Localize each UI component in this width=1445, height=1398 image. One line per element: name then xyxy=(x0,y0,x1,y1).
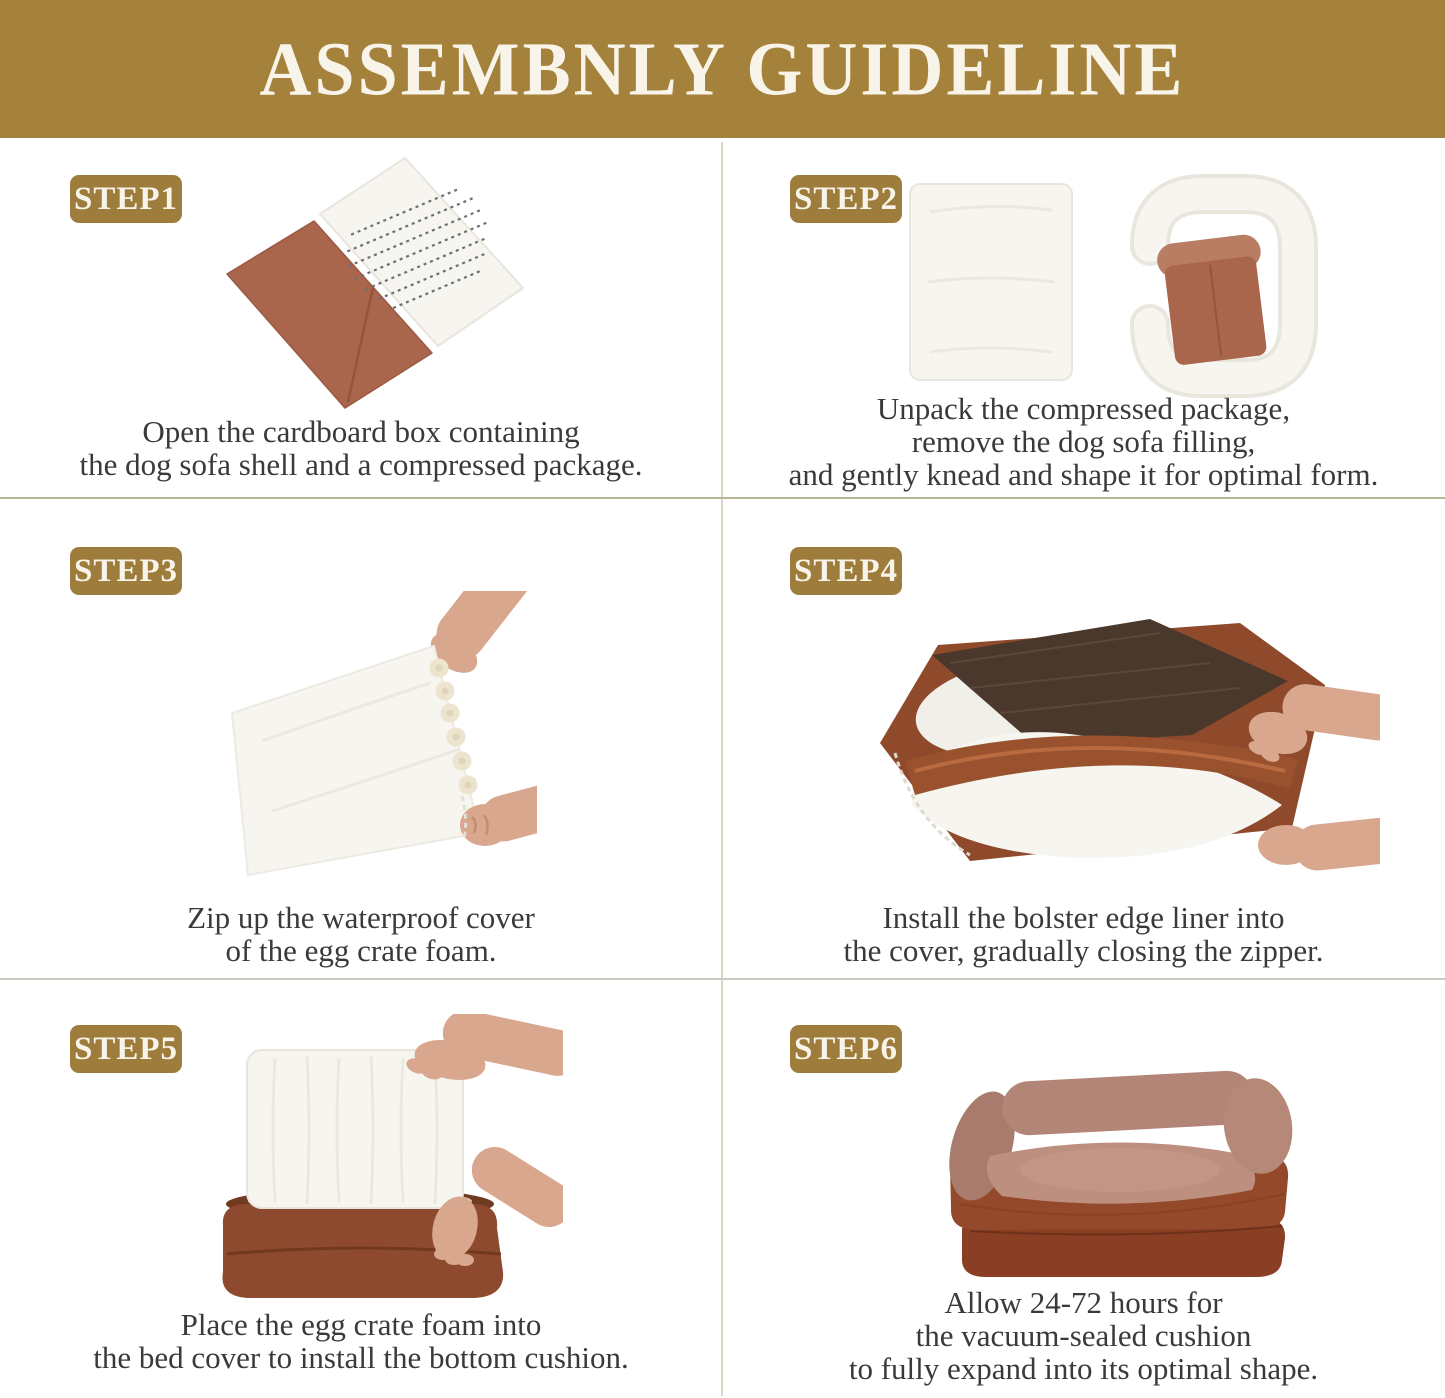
unpacked-filling-illustration xyxy=(900,172,1320,402)
step-2-panel xyxy=(722,138,1445,499)
caption-line: Allow 24-72 hours for xyxy=(944,1285,1223,1320)
caption-line: Place the egg crate foam into xyxy=(180,1307,542,1342)
step-6-illustration xyxy=(890,1018,1330,1283)
step-2-caption xyxy=(722,392,1445,491)
step-5-caption xyxy=(0,1308,722,1374)
step-5-panel xyxy=(0,980,722,1398)
step-1-caption xyxy=(0,415,722,481)
step-1-illustration xyxy=(205,146,535,423)
caption-line: of the egg crate foam. xyxy=(225,933,497,968)
caption-line: Unpack the compressed package, xyxy=(876,391,1291,426)
step-6-badge: STEP6 xyxy=(790,1025,902,1073)
step-1-panel xyxy=(0,138,722,499)
caption-line: remove the dog sofa filling, xyxy=(911,424,1256,459)
step-4-caption xyxy=(722,901,1445,967)
caption-line: the cover, gradually closing the zipper. xyxy=(843,933,1324,968)
caption-line: the dog sofa shell and a compressed package. xyxy=(79,447,643,482)
caption-line: the bed cover to install the bottom cushion. xyxy=(93,1340,629,1375)
step-1-badge: STEP1 xyxy=(70,175,182,223)
step-4-badge: STEP4 xyxy=(790,547,902,595)
step-3-illustration xyxy=(192,591,537,891)
step-3-panel xyxy=(0,499,722,980)
step-2-badge: STEP2 xyxy=(790,175,902,223)
steps-grid xyxy=(0,138,1445,1398)
step-2-illustration xyxy=(900,172,1320,407)
caption-line: to fully expand into its optimal shape. xyxy=(848,1351,1319,1386)
caption-line: Open the cardboard box containing xyxy=(142,414,580,449)
step-3-caption xyxy=(0,901,722,967)
step-6-panel xyxy=(722,980,1445,1398)
header-banner xyxy=(0,0,1445,138)
compressed-package-illustration xyxy=(205,146,535,418)
finished-dog-sofa-illustration xyxy=(890,1018,1330,1278)
step-4-illustration xyxy=(820,593,1380,898)
caption-line: the vacuum-sealed cushion xyxy=(915,1318,1252,1353)
step-4-panel xyxy=(722,499,1445,980)
install-bolster-liner-illustration xyxy=(820,593,1380,893)
step-5-illustration xyxy=(155,1014,563,1303)
caption-line: Install the bolster edge liner into xyxy=(882,900,1285,935)
place-egg-crate-foam-illustration xyxy=(155,1014,563,1298)
step-3-badge: STEP3 xyxy=(70,547,182,595)
zip-waterproof-cover-illustration xyxy=(192,591,537,886)
caption-line: and gently knead and shape it for optimal form. xyxy=(788,457,1379,492)
page-title: ASSEMBNLY GUIDELINE xyxy=(259,26,1186,111)
caption-line: Zip up the waterproof cover xyxy=(187,900,535,935)
step-6-caption xyxy=(722,1286,1445,1385)
step-5-badge: STEP5 xyxy=(70,1025,182,1073)
